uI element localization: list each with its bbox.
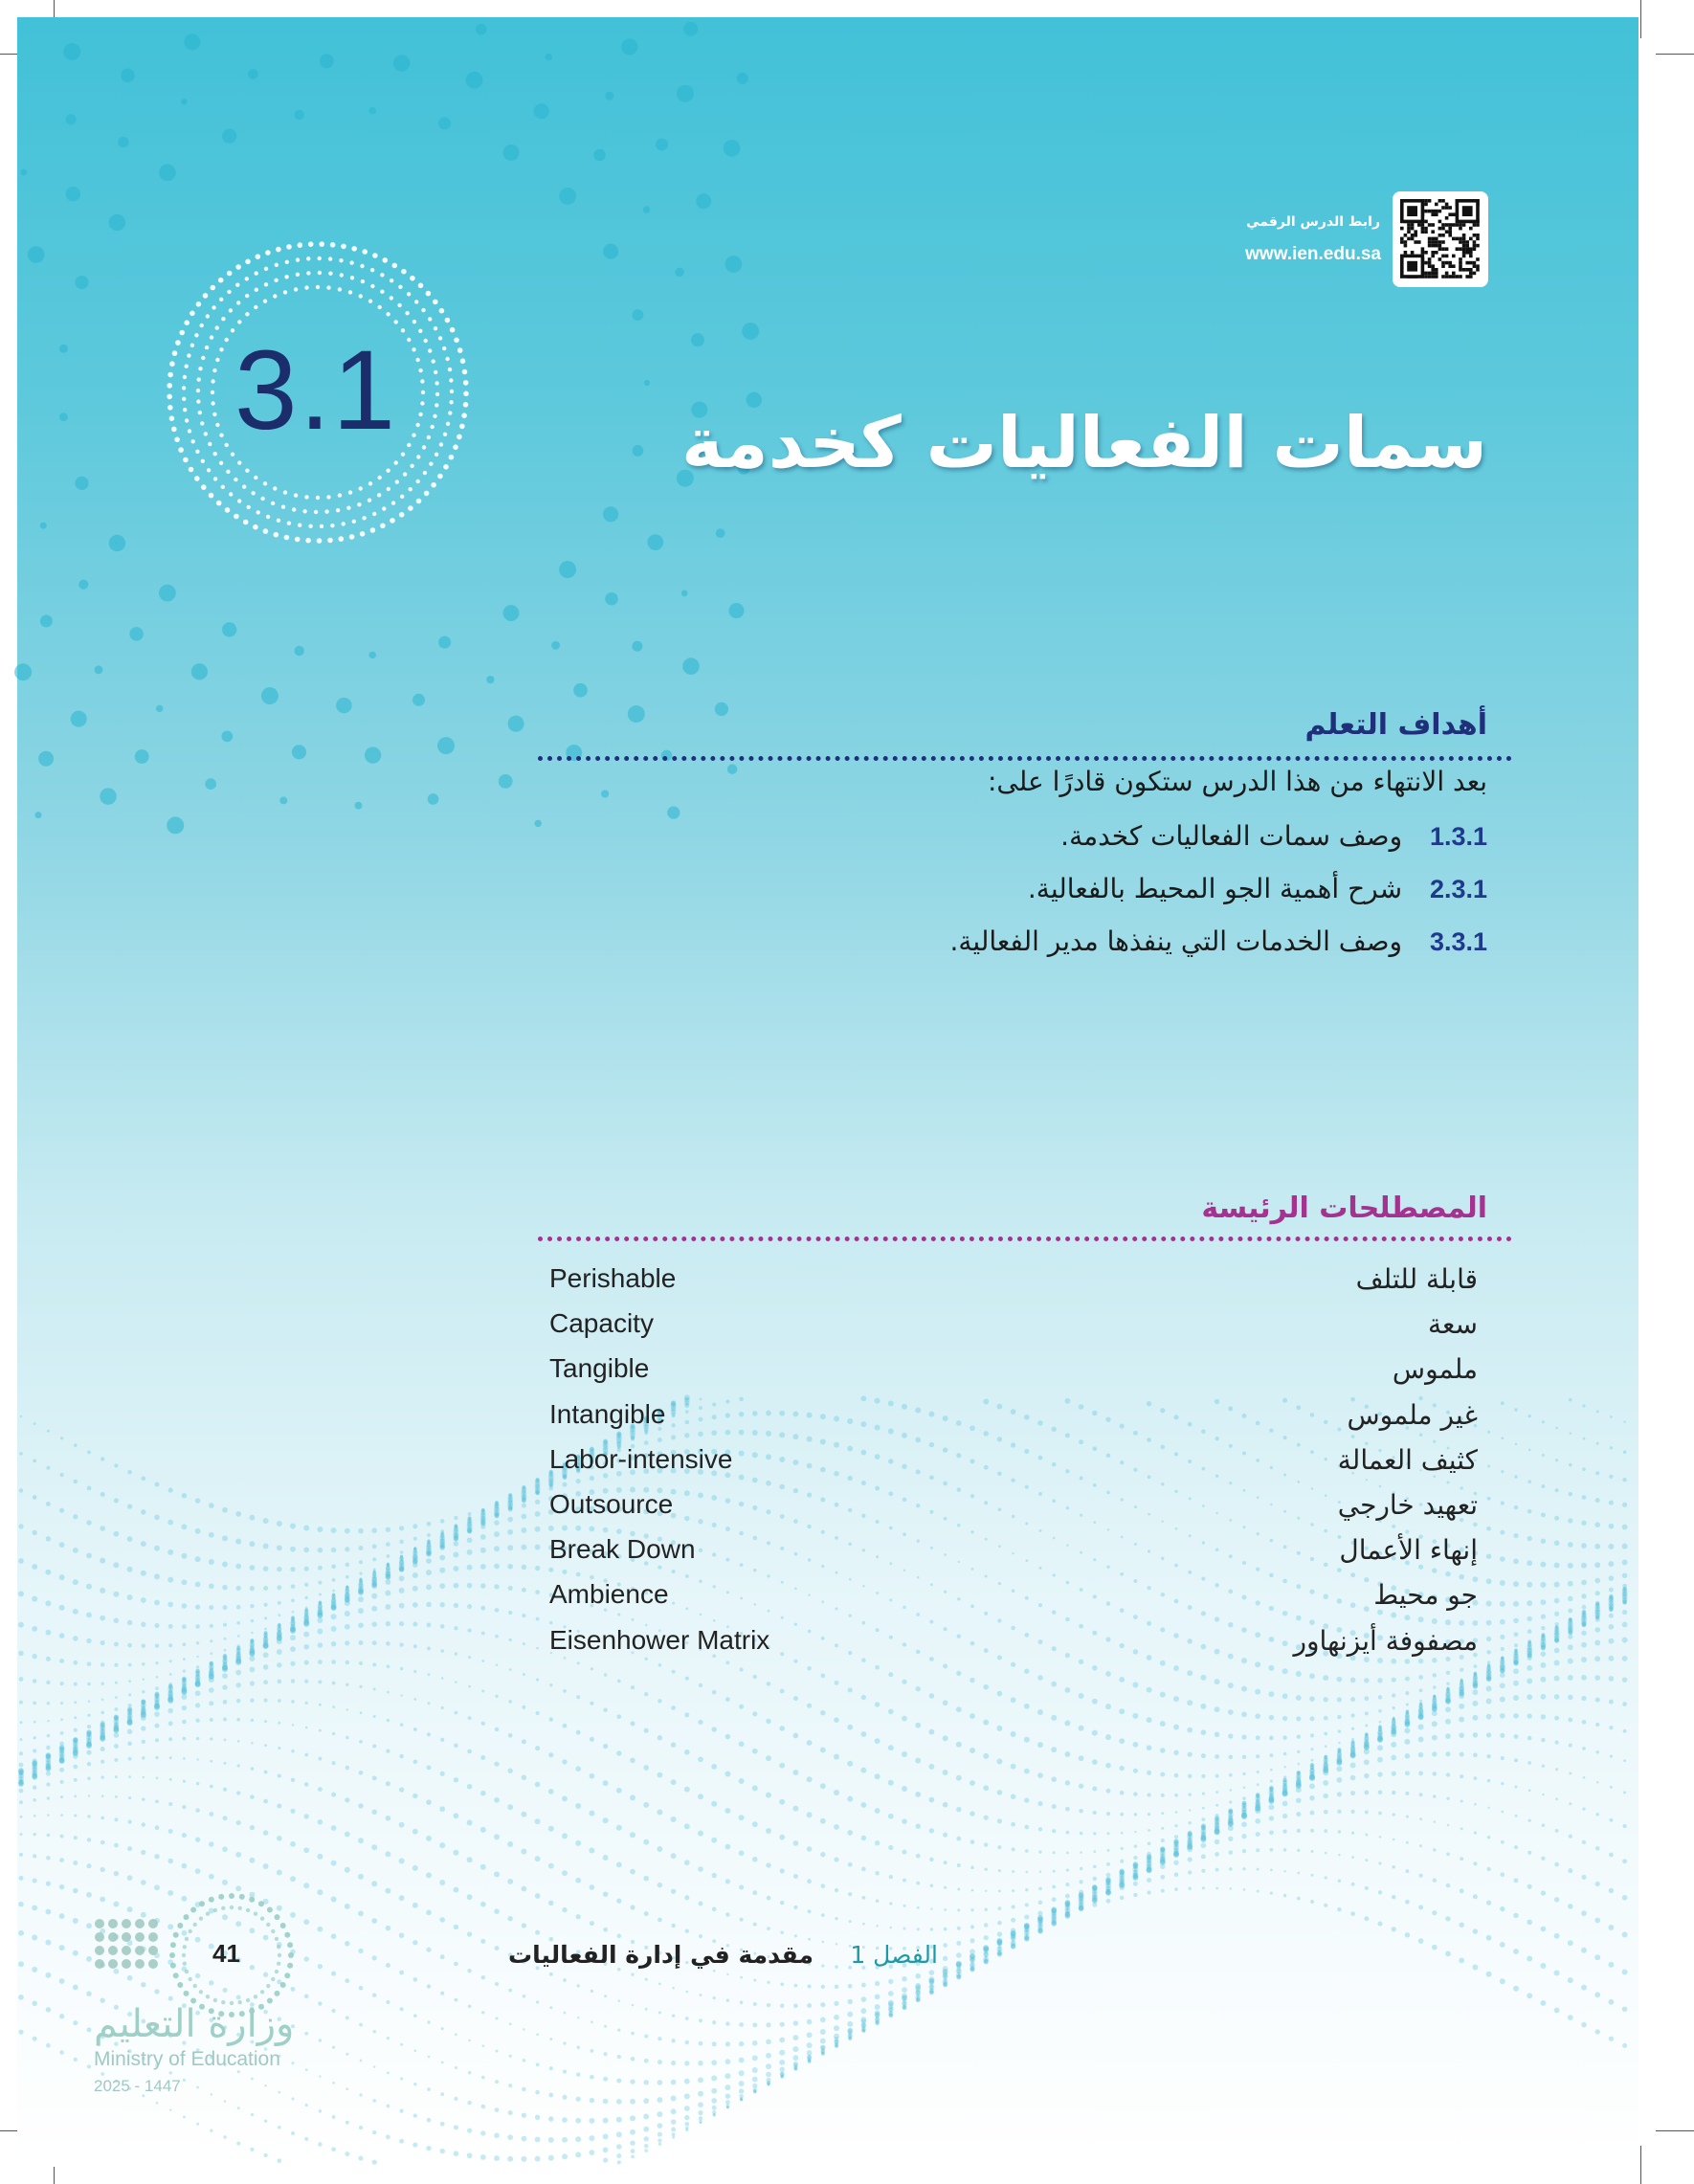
term-row [549, 1308, 1478, 1353]
term-english: Tangible [549, 1353, 650, 1384]
term-arabic: مصفوفة أيزنهاور [1293, 1624, 1478, 1657]
term-row [549, 1489, 1478, 1534]
objective-number: 1.3.1 [1429, 822, 1487, 851]
objective-item [626, 820, 1487, 858]
term-english: Eisenhower Matrix [549, 1624, 770, 1655]
term-row [549, 1353, 1478, 1398]
term-arabic: تعهيد خارجي [1337, 1488, 1478, 1521]
page-number: 41 [212, 1939, 240, 1968]
term-english: Perishable [549, 1263, 677, 1293]
objective-item [626, 925, 1487, 964]
term-arabic: إنهاء الأعمال [1339, 1534, 1478, 1567]
term-row [549, 1444, 1478, 1489]
objective-number: 3.3.1 [1429, 927, 1487, 956]
objective-text: وصف سمات الفعاليات كخدمة. [1060, 820, 1403, 852]
objective-item [626, 873, 1487, 911]
ministry-logo-text-english: Ministry of Education [94, 2048, 280, 2070]
objectives-heading: أهداف التعلم [1304, 708, 1487, 742]
lesson-title: سمات الفعاليات كخدمة [681, 402, 1487, 484]
term-english: Capacity [549, 1308, 654, 1339]
qr-url[interactable]: www.ien.edu.sa [1245, 244, 1381, 264]
term-english: Ambience [549, 1579, 669, 1610]
qr-code-icon [1393, 191, 1488, 287]
term-english: Break Down [549, 1534, 696, 1565]
term-row [549, 1399, 1478, 1444]
ministry-logo-text-arabic: وزارة التعليم [94, 2002, 295, 2046]
objectives-intro: بعد الانتهاء من هذا الدرس ستكون قادرًا على: [988, 766, 1487, 797]
key-terms-heading: المصطلحات الرئيسة [1201, 1192, 1487, 1225]
term-arabic: ملموس [1392, 1353, 1478, 1386]
term-arabic: كثيف العمالة [1337, 1443, 1478, 1476]
objective-text: شرح أهمية الجو المحيط بالفعالية. [1027, 873, 1403, 904]
term-row [549, 1263, 1478, 1308]
chapter-label: الفصل 1 [850, 1941, 938, 1969]
qr-code[interactable] [1393, 191, 1488, 287]
objectives-divider [538, 756, 1512, 761]
term-arabic: غير ملموس [1347, 1398, 1478, 1431]
term-arabic: جو محيط [1373, 1579, 1478, 1612]
key-terms-divider [538, 1237, 1512, 1241]
chapter-title: مقدمة في إدارة الفعاليات [508, 1941, 814, 1969]
term-row [549, 1534, 1478, 1579]
term-row [549, 1625, 1478, 1670]
objective-text: وصف الخدمات التي ينفذها مدير الفعالية. [949, 925, 1403, 957]
term-english: Intangible [549, 1398, 666, 1429]
ministry-year: 2025 - 1447 [94, 2077, 181, 2095]
qr-label: رابط الدرس الرقمي [1246, 214, 1380, 230]
term-row [549, 1579, 1478, 1624]
term-english: Labor-intensive [549, 1443, 733, 1474]
term-arabic: قابلة للتلف [1355, 1263, 1478, 1295]
term-english: Outsource [549, 1488, 674, 1519]
objective-number: 2.3.1 [1429, 875, 1487, 903]
key-terms-list [549, 1263, 1478, 1670]
term-arabic: سعة [1428, 1308, 1478, 1341]
lesson-number: 3.1 [234, 327, 398, 454]
